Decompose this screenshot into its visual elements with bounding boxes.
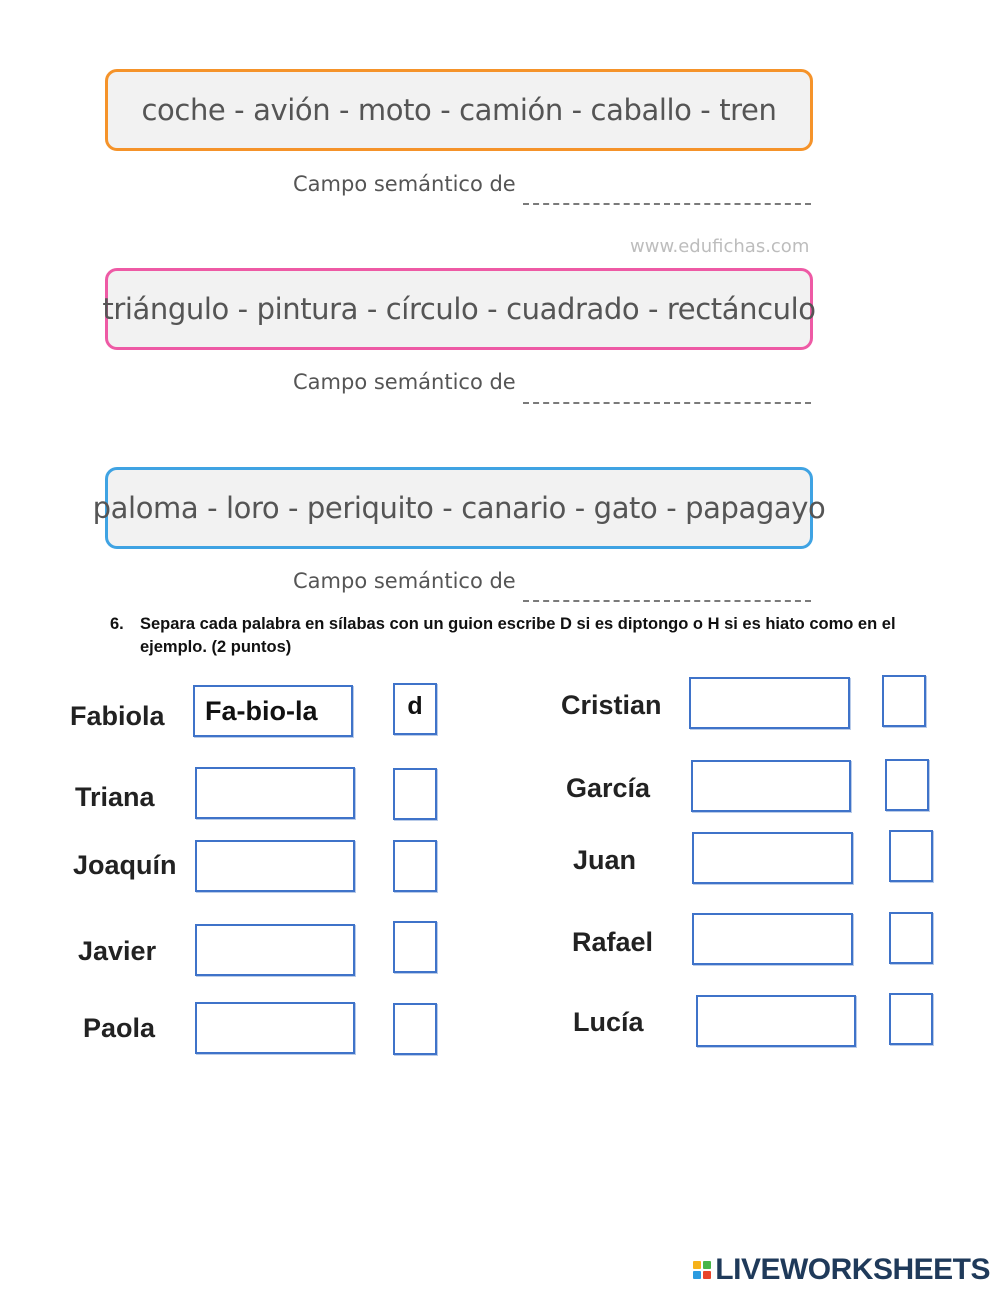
syllable-input[interactable] (689, 677, 850, 729)
name-label: Cristian (561, 690, 662, 720)
name-label: Rafael (572, 927, 654, 957)
diphthong-hiatus-input[interactable] (889, 912, 933, 964)
diphthong-hiatus-input[interactable] (393, 921, 437, 973)
word-group-box-2: triángulo - pintura - círculo - cuadrado - rectánculo (105, 268, 813, 350)
name-label: Paola (83, 1013, 156, 1043)
name-label: Joaquín (73, 850, 177, 880)
logo-square-blue (693, 1271, 701, 1279)
diphthong-hiatus-input[interactable] (889, 830, 933, 882)
word-group-box-3: paloma - loro - periquito - canario - gato - papagayo (105, 467, 813, 549)
syllable-input[interactable] (692, 913, 853, 965)
diphthong-hiatus-input[interactable] (393, 840, 437, 892)
brand-name: LIVEWORKSHEETS (715, 1253, 990, 1286)
liveworksheets-logo-icon (693, 1261, 711, 1279)
syllable-input[interactable] (195, 840, 355, 892)
logo-square-green (703, 1261, 711, 1269)
semantic-field-prompt-1: Campo semántico de (293, 172, 516, 196)
syllable-input[interactable]: Fa-bio-la (193, 685, 353, 737)
syllable-input[interactable] (195, 767, 355, 819)
syllable-input[interactable] (696, 995, 856, 1047)
answer-line-3[interactable] (523, 600, 811, 602)
word-group-box-1: coche - avión - moto - camión - caballo - tren (105, 69, 813, 151)
name-label: Fabiola (70, 701, 165, 731)
diphthong-hiatus-input[interactable]: d (393, 683, 437, 735)
logo-square-red (703, 1271, 711, 1279)
name-label: Javier (78, 936, 157, 966)
semantic-field-prompt-2: Campo semántico de (293, 370, 516, 394)
name-label: García (566, 773, 651, 803)
diphthong-hiatus-input[interactable] (882, 675, 926, 727)
semantic-field-prompt-3: Campo semántico de (293, 569, 516, 593)
diphthong-hiatus-input[interactable] (889, 993, 933, 1045)
syllable-input[interactable] (195, 1002, 355, 1054)
answer-line-1[interactable] (523, 203, 811, 205)
logo-square-yellow (693, 1261, 701, 1269)
name-label: Triana (75, 782, 155, 812)
name-label: Lucía (573, 1007, 644, 1037)
liveworksheets-brand (693, 1253, 990, 1287)
website-watermark: www.edufichas.com (630, 236, 810, 257)
name-label: Juan (573, 845, 637, 875)
exercise-number: 6. (110, 615, 124, 633)
answer-line-2[interactable] (523, 402, 811, 404)
exercise-text: Separa cada palabra en sílabas con un guion escribe D si es diptongo o H si es hiato como en el ejemplo. (2 puntos) (140, 615, 896, 656)
diphthong-hiatus-input[interactable] (393, 768, 437, 820)
diphthong-hiatus-input[interactable] (885, 759, 929, 811)
syllable-input[interactable] (692, 832, 853, 884)
syllable-input[interactable] (691, 760, 851, 812)
syllable-input[interactable] (195, 924, 355, 976)
diphthong-hiatus-input[interactable] (393, 1003, 437, 1055)
